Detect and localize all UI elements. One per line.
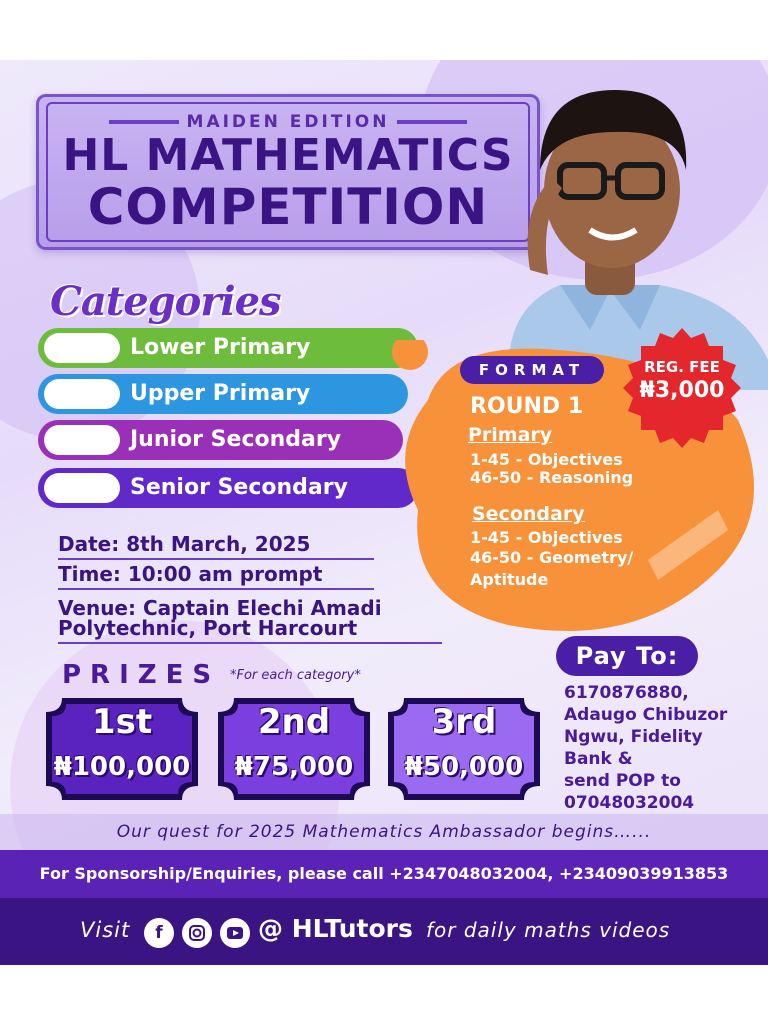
prize-amount: ₦50,000 — [404, 752, 524, 782]
title-line2: COMPETITION — [87, 178, 489, 236]
time-row — [58, 562, 322, 586]
secondary-line: 1-45 - Objectives — [470, 528, 623, 547]
account-name-1: Adaugo Chibuzor — [564, 705, 728, 725]
category-pill — [44, 425, 120, 455]
social-tagline: for daily maths videos — [426, 918, 671, 942]
bank-line — [564, 748, 764, 770]
ampersand: & — [611, 749, 633, 769]
secondary-heading: Secondary — [472, 503, 585, 525]
category-pill — [44, 333, 120, 363]
time-value: 10:00 am prompt — [127, 562, 323, 586]
venue-label: Venue: — [58, 596, 136, 620]
title-line1: HL MATHEMATICS — [62, 130, 514, 181]
primary-heading: Primary — [468, 424, 553, 446]
pop-phone: 07048032004 — [564, 793, 695, 813]
category-pill — [44, 473, 120, 503]
visit-label: Visit — [80, 918, 131, 942]
pay-to-heading: Pay To: — [556, 636, 698, 676]
format-label: FORMAT — [460, 356, 604, 384]
venue-value: Captain Elechi Amadi — [142, 596, 382, 620]
prize-badge-3rd — [384, 694, 544, 804]
account-name-2: Ngwu, Fidelity — [564, 727, 703, 747]
category-pill — [44, 379, 120, 409]
time-label: Time: — [58, 562, 121, 586]
facebook-icon[interactable]: f — [144, 918, 174, 948]
social-handle: @ HLTutors — [258, 914, 413, 943]
prize-place: 3rd — [431, 702, 497, 742]
category-label: Junior Secondary — [130, 427, 342, 452]
round-title: ROUND 1 — [470, 394, 584, 419]
send-pop-line: send POP to — [564, 771, 681, 791]
instagram-icon[interactable] — [182, 918, 212, 948]
prizes-note: *For each category* — [230, 668, 361, 683]
primary-line: 46-50 - Reasoning — [470, 468, 634, 487]
prize-amount: ₦75,000 — [234, 752, 354, 782]
categories-heading: Categories — [50, 278, 281, 325]
payment-details — [564, 682, 764, 814]
date-label: Date: — [58, 532, 120, 556]
account-number: 6170876880, — [564, 683, 689, 703]
divider — [58, 588, 374, 590]
prize-place: 1st — [91, 702, 153, 742]
social-bar — [0, 898, 768, 965]
sponsorship-bar: For Sponsorship/Enquiries, please call +2347048032004, +23409039913853 — [0, 850, 768, 898]
youtube-icon[interactable] — [220, 918, 250, 948]
primary-line: 1-45 - Objectives — [470, 450, 623, 469]
prizes-heading: PRIZES — [62, 660, 221, 690]
reg-fee-label: REG. FEE — [644, 358, 720, 376]
divider — [58, 642, 442, 644]
prize-badge-1st — [42, 694, 202, 804]
date-value: 8th March, 2025 — [126, 532, 311, 556]
category-label: Senior Secondary — [130, 475, 348, 500]
category-lower-primary — [38, 328, 418, 368]
reg-fee-amount: ₦3,000 — [639, 378, 725, 403]
category-label: Upper Primary — [130, 381, 311, 406]
date-row — [58, 532, 310, 556]
category-upper-primary — [38, 374, 408, 414]
edition-label: MAIDEN EDITION — [36, 112, 540, 132]
secondary-line: Aptitude — [470, 570, 549, 589]
prize-amount: ₦100,000 — [53, 752, 191, 782]
secondary-line: 46-50 - Geometry/ — [470, 548, 634, 567]
category-label: Lower Primary — [130, 335, 311, 360]
poster — [0, 60, 768, 965]
prize-place: 2nd — [257, 702, 331, 742]
category-senior-secondary — [38, 468, 418, 508]
category-junior-secondary — [38, 420, 403, 460]
venue-value-line2: Polytechnic, Port Harcourt — [58, 616, 358, 640]
quest-banner: Our quest for 2025 Mathematics Ambassador begins…... — [0, 814, 768, 850]
bank-name: Bank — [564, 749, 612, 769]
divider — [58, 558, 374, 560]
prize-badge-2nd — [214, 694, 374, 804]
